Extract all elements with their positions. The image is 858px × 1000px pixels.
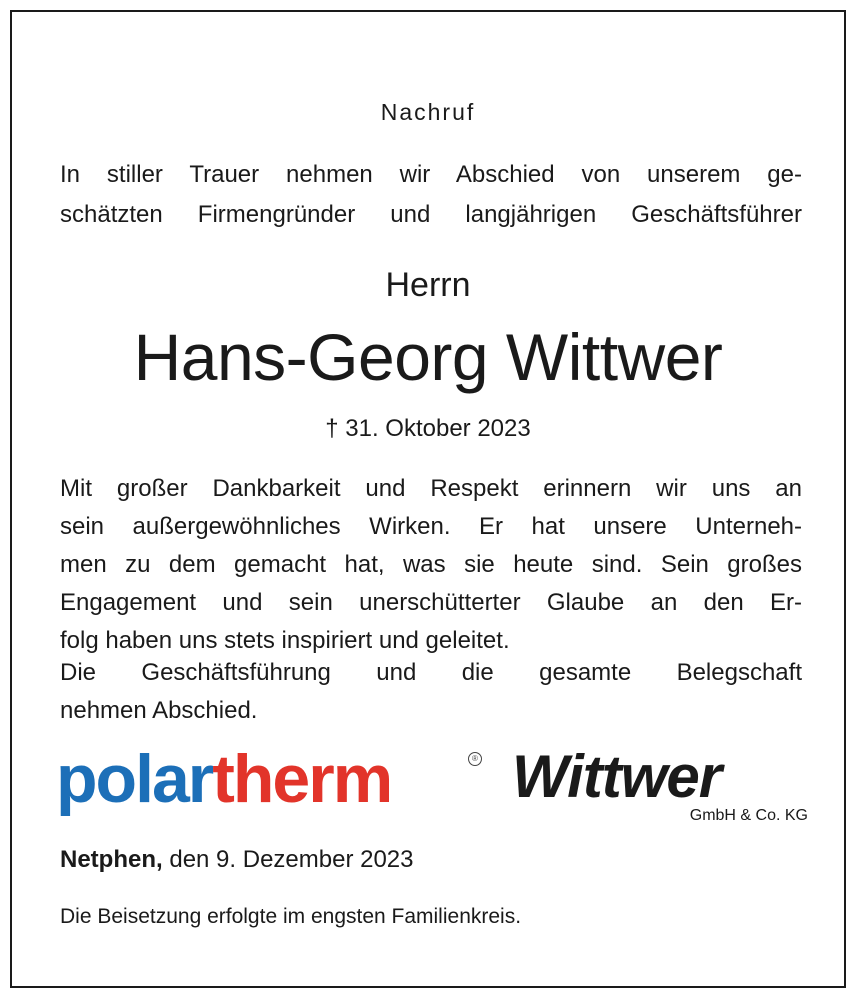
wittwer-logo-legal: GmbH & Co. KG <box>689 807 808 824</box>
place-date-text: den 9. Dezember 2023 <box>169 846 414 873</box>
death-date: † 31. Oktober 2023 <box>325 415 531 442</box>
registered-icon: ® <box>468 752 482 766</box>
tribute-line: Mit großer Dankbarkeit und Respekt erinnern wir uns an <box>60 475 802 502</box>
intro-line: schätzten Firmengründer und langjährigen Geschäftsführer <box>60 201 802 228</box>
tribute-line: men zu dem gemacht hat, was sie heute sind. Sein großes <box>60 551 802 578</box>
polartherm-logo-part2: therm <box>212 741 392 817</box>
wittwer-logo <box>512 742 812 830</box>
burial-note: Die Beisetzung erfolgte im engsten Familienkreis. <box>60 905 522 928</box>
closing-line: nehmen Abschied. <box>60 697 258 724</box>
place-date <box>60 846 414 874</box>
closing-line: Die Geschäftsführung und die gesamte Belegschaft <box>60 659 802 686</box>
tribute-line: sein außergewöhnliches Wirken. Er hat unsere Unterneh- <box>60 513 802 540</box>
deceased-name: Hans-Georg Wittwer <box>133 320 723 394</box>
polartherm-logo-part1: polar <box>56 741 213 817</box>
place-city: Netphen, <box>60 846 163 873</box>
tribute-line: Engagement und sein unerschütterter Glaube an den Er- <box>60 589 802 616</box>
tribute-line: folg haben uns stets inspiriert und geleitet. <box>60 627 510 654</box>
heading: Nachruf <box>380 99 476 125</box>
intro-line: In stiller Trauer nehmen wir Abschied von unserem ge- <box>60 161 802 188</box>
obituary-frame <box>10 10 846 988</box>
polartherm-logo <box>56 739 466 819</box>
wittwer-logo-name: Wittwer <box>512 743 722 810</box>
closing-text <box>60 654 802 730</box>
salutation: Herrn <box>385 266 471 304</box>
tribute-text <box>60 470 802 660</box>
intro-text <box>60 155 802 235</box>
